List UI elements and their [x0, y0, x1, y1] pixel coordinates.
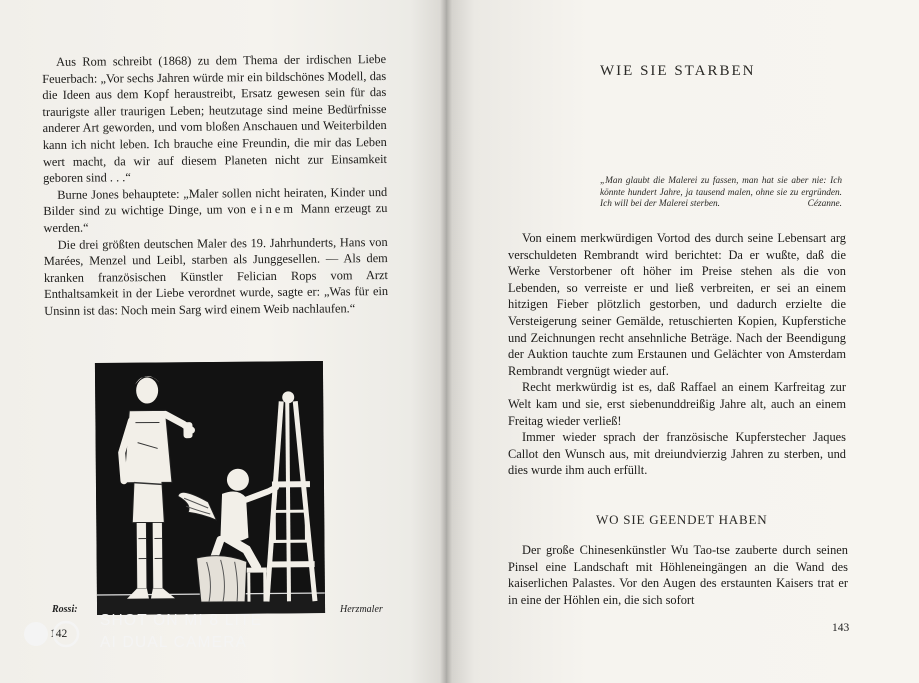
figure-caption-artist: Rossi: [52, 604, 78, 615]
left-page [0, 0, 446, 683]
watermark-line-1: SHOT ON MI 8 LITE [100, 612, 263, 629]
watermark-line-2: AI DUAL CAMERA [100, 634, 248, 651]
paragraph-feuerbach: Aus Rom schreibt (1868) zu dem Thema der irdischen Liebe Feuerbach: „Vor sechs Jahren würde mir ein bildschönes Modell, das die Ideen aus dem Kopf heraustreibt, Ersatz gewesen sein für das traurigste aller traurigen Leben; heutzutage sind meine Bedürfnisse anderer Art geworden, und vom bloßen Anschauen und Weiterbilden kann ich nicht leben. Ich brauche eine Freundin, die mir das Leben wert macht, da wir auf diesem Planeten nicht zur Einsamkeit geboren sind . . .“ [42, 51, 387, 186]
paragraph-callot: Immer wieder sprach der französische Kupferstecher Jaques Callot den Wunsch aus, mit dreiundvierzig Jahren zu sterben, und dies wurde ihm auch erfüllt. [508, 430, 846, 478]
paragraph-rembrandt: Von einem merkwürdigen Vortod des durch seine Lebensart arg verschuldeten Rembrandt wird berichtet: Da er wußte, daß die Werke Verstorbener oft höher im Preise stehen als die von Lebenden, so verreiste er und ließ verbreiten, er sei an einem hitzigen Fieber plötzlich gestorben, und dadurch erzielte die Versteigerung seiner Gemälde, retuschierten Kopien, Kupferstiche und Zeichnungen recht ansehnliche Beträge. Nach der Beendigung der Auktion tauchte zum Erstaunen und Gelächter von Amsterdam Rembrandt vergnügt wieder auf. [508, 231, 846, 378]
paragraph-burne-jones [43, 184, 387, 237]
painter-cupid-illustration-icon [95, 361, 325, 615]
paragraph-wu-tao-tse: Der große Chinesenkünstler Wu Tao-tse zauberte durch seinen Pinsel eine Landschaft mit Höhleneingängen an die Wand des kaiserlichen Palastes. Vor den Augen des erstaunten Kaisers trat er in eine der Höhlen ein, die sich sofort [508, 543, 848, 607]
paragraph-wu-tao-tse-block [508, 542, 848, 608]
paragraph-raffael: Recht merkwürdig ist es, daß Raffael an einem Karfreitag zur Welt kam und sie, erst siebenunddreißig Jahre alt, auch an einem Freitag wieder verließ! [508, 380, 846, 428]
left-page-text [42, 51, 388, 319]
paragraph-painters-bachelors: Die drei größten deutschen Maler des 19. Jahrhunderts, Hans von Marées, Menzel und Leibl, starben als Junggesellen. — Als dem kranken französischen Künstler Felician Rops vom Arzt Enthaltsamkeit in der Liebe verordnet wurde, sagte er: „Was für ein Unsinn ist das: Noch mein Sarg wird einem Weib nachlaufen.“ [43, 234, 389, 318]
camera-lens-logo-icon [22, 620, 82, 648]
section-subheading: WO SIE GEENDET HABEN [596, 512, 768, 527]
figure-illustration [95, 361, 325, 615]
burne-jones-spaced-word: einem [250, 202, 297, 217]
right-page-text [508, 230, 846, 479]
burne-jones-text-b: Mann erzeugt zu werden.“ [43, 201, 388, 235]
book-gutter [440, 0, 452, 683]
figure-caption-title: Herzmaler [340, 604, 383, 615]
chapter-heading: WIE SIE STARBEN [600, 63, 756, 79]
right-page-number: 143 [832, 622, 850, 634]
epigraph [600, 176, 842, 211]
left-page-number: 142 [50, 628, 68, 640]
epigraph-quote: „Man glaubt die Malerei zu fassen, man hat sie aber nie: Ich könnte hundert Jahre, ja tausend malen, ohne sie zu ergründen. Ich will bei der Malerei sterben. [600, 176, 842, 210]
burne-jones-text-a: Burne Jones behauptete: „Maler sollen nicht heiraten, Kinder und Bilder sind zu wichtige Dinge, um von [43, 184, 388, 219]
epigraph-author: Cézanne. [807, 199, 842, 210]
